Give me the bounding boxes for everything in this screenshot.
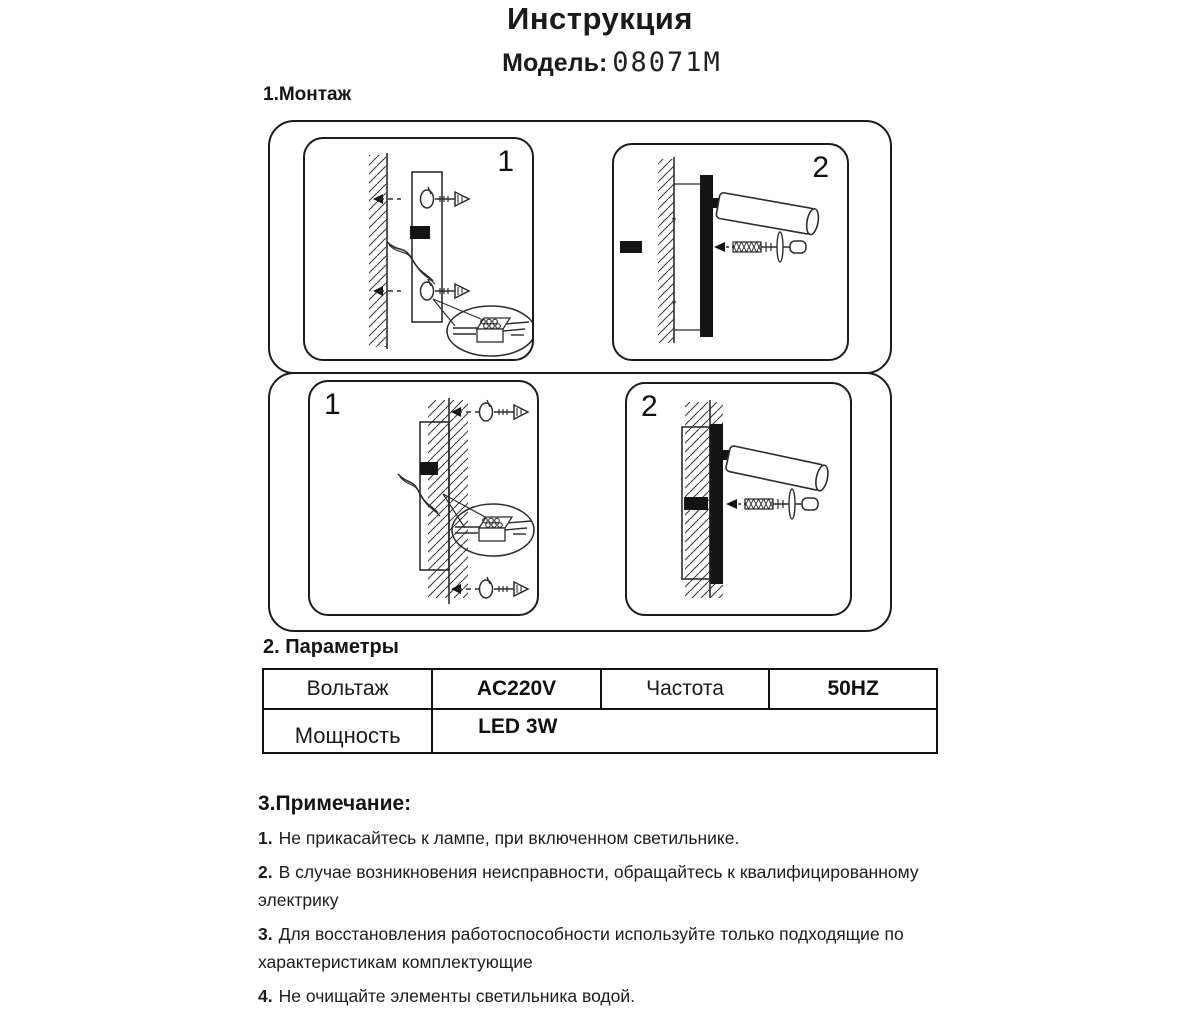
note-item: 3. Для восстановления работоспособности используйте только подходящие по — [258, 924, 904, 944]
mount-step-2-box-alt — [625, 382, 852, 616]
note-item-continuation: характеристикам комплектующие — [258, 952, 533, 972]
montage-panel-top — [268, 120, 892, 374]
step-number: 2 — [641, 390, 658, 423]
mount-step-2-box — [612, 143, 849, 361]
wall-hatch — [369, 155, 387, 347]
mount-step-1-box-alt — [308, 380, 539, 616]
parameters-header: 2. Параметры — [263, 636, 399, 658]
note-item: 2. В случае возникновения неисправности, обращайтесь к квалифицированному — [258, 862, 919, 882]
wall-hatch — [658, 159, 674, 343]
wire-slot — [410, 226, 430, 239]
note-item: 4. Не очищайте элементы светильника водой. — [258, 986, 636, 1006]
wall-anchor — [620, 241, 642, 253]
step-number: 2 — [812, 151, 829, 184]
mount-step-2-diagram-alt — [627, 384, 850, 614]
wire-slot — [420, 462, 438, 475]
wall-anchor — [684, 497, 708, 510]
page-header — [0, 0, 1200, 78]
screw-icon — [480, 577, 529, 598]
anchor-screw-icon — [714, 232, 806, 262]
mount-step-1-diagram-alt — [310, 382, 537, 614]
mounted-plate-bar — [710, 424, 723, 584]
step-number: 1 — [324, 388, 341, 421]
voltage-label: Вольтаж — [306, 677, 389, 700]
montage-panel-bottom — [268, 372, 892, 632]
mount-step-1-box — [303, 137, 534, 361]
montage-header: 1.Монтаж — [263, 84, 352, 105]
page-title: Инструкция — [507, 1, 693, 36]
screw-icon — [421, 187, 470, 208]
voltage-value: AC220V — [476, 677, 557, 700]
power-label: Мощность — [294, 723, 401, 748]
wall-dot — [672, 217, 675, 220]
terminal-block-icon — [453, 318, 529, 342]
wall-hatch — [428, 400, 468, 598]
lamp-cylinder — [716, 192, 820, 235]
model-label: Модель: — [502, 49, 608, 77]
frequency-label: Частота — [646, 677, 724, 700]
parameters-table — [262, 668, 938, 754]
screw-icon — [480, 400, 529, 421]
note-item: 1. Не прикасайтесь к лампе, при включенном светильнике. — [258, 828, 740, 848]
note-item-continuation: электрику — [258, 890, 339, 910]
power-value: LED 3W — [478, 715, 558, 738]
model-line — [0, 47, 1200, 78]
step-number: 1 — [497, 145, 514, 178]
lamp-cylinder — [725, 445, 830, 492]
model-value: 08071M — [612, 47, 722, 78]
wall-dot — [672, 300, 675, 303]
notes-header: 3.Примечание: — [258, 792, 412, 815]
table-row — [263, 709, 937, 753]
table-row — [263, 669, 937, 709]
notes-list — [258, 824, 958, 1010]
anchor-screw-icon — [726, 489, 818, 519]
screw-icon — [421, 279, 470, 300]
mounted-plate-bar — [700, 175, 713, 337]
frequency-value: 50HZ — [827, 677, 879, 700]
